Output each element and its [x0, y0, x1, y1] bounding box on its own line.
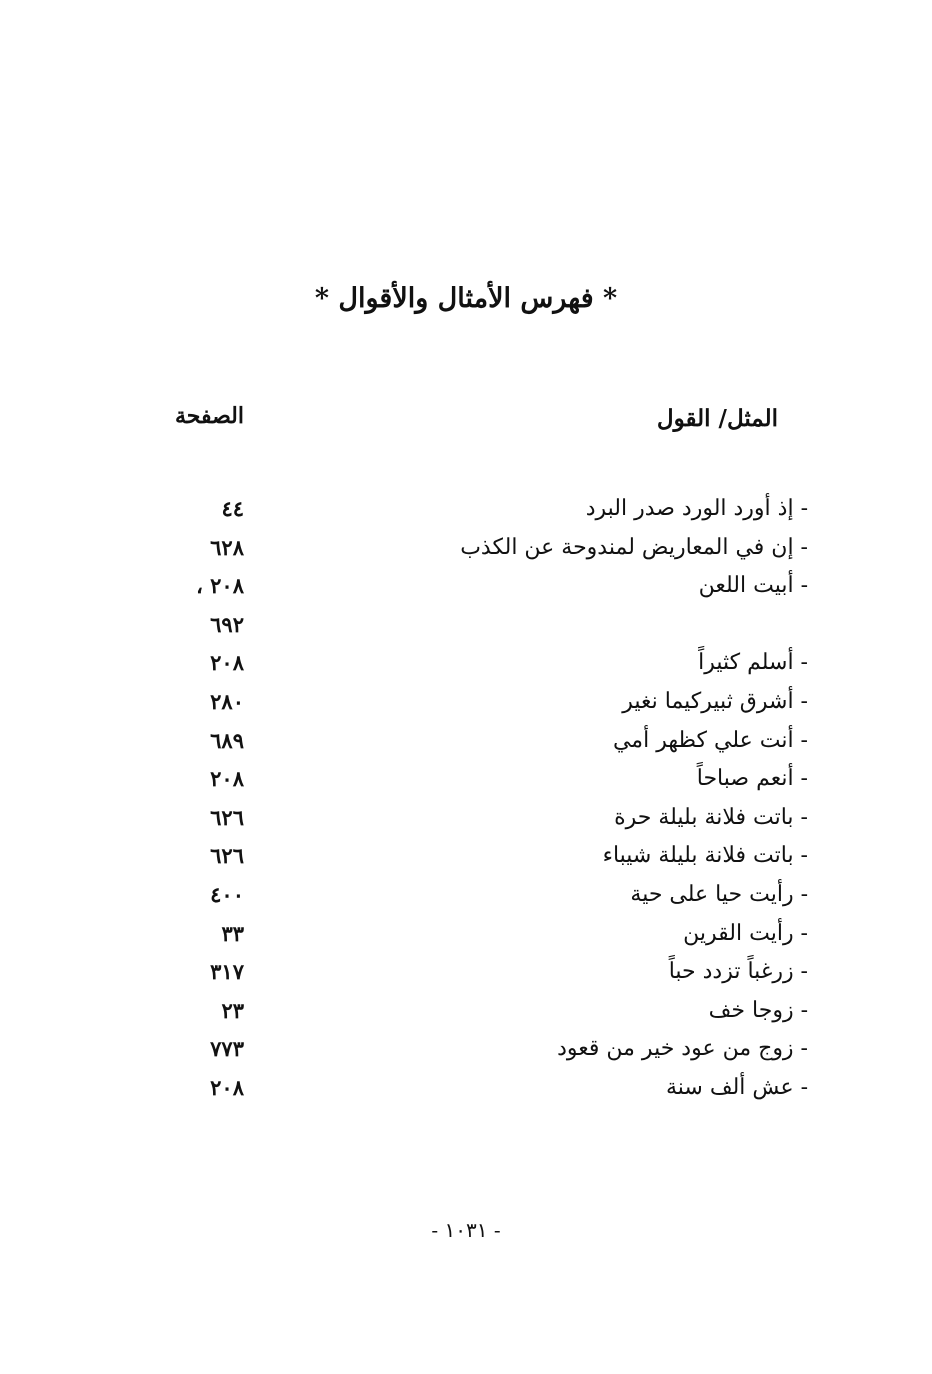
page-number-footer: - ١٠٣١ -	[431, 1218, 501, 1242]
entry-text: - إذ أورد الورد صدر البرد	[585, 496, 808, 521]
entry-text: - أبيت اللعن	[698, 573, 808, 599]
entry-text: - زوج من عود خير من قعود	[557, 1036, 808, 1062]
index-entry	[0, 876, 932, 915]
index-entry	[0, 722, 932, 761]
page-column-header: الصفحة	[174, 403, 244, 429]
entry-page-number: ٢٨٠	[210, 688, 244, 714]
entry-text: - باتت فلانة بليلة شيباء	[602, 843, 808, 869]
entry-text: - زرغباً تزدد حباً	[668, 959, 808, 985]
index-entry	[0, 567, 932, 606]
index-entry	[0, 490, 932, 529]
entry-text: - زوجا خف	[708, 997, 808, 1023]
entry-text: - أنت علي كظهر أمي	[612, 727, 808, 753]
index-entry	[0, 992, 932, 1031]
index-entry	[0, 1069, 932, 1108]
entry-page-number: ٧٧٣	[210, 1036, 244, 1062]
entry-page-number: ٦٢٦	[210, 843, 244, 869]
index-entry	[0, 529, 932, 568]
entry-page-number: ٢٠٨ ،	[196, 573, 244, 599]
entry-page-number: ٣٣	[221, 920, 244, 946]
entry-text: - رأيت القرين	[683, 920, 808, 946]
index-entry	[0, 915, 932, 954]
entry-page-number: ٦٢٦	[210, 804, 244, 830]
index-entry	[0, 799, 932, 838]
page-title: * فهرس الأمثال والأقوال *	[314, 283, 618, 314]
index-entry	[0, 606, 932, 645]
entry-text: - أشرق ثبيركيما نغير	[622, 688, 808, 714]
index-entry	[0, 760, 932, 799]
entry-text: - باتت فلانة بليلة حرة	[614, 804, 808, 830]
index-entry	[0, 683, 932, 722]
entry-page-number: ٢٠٨	[210, 650, 244, 676]
entry-page-number: ٢٣	[221, 997, 244, 1023]
entry-page-number: ٤٠٠	[210, 881, 244, 907]
entry-page-number: ٢٠٨	[210, 1074, 244, 1100]
proverb-column-header: المثل/ القول	[656, 405, 778, 432]
entry-page-number: ٢٠٨	[210, 766, 244, 792]
entry-text: - أنعم صباحاً	[696, 766, 808, 792]
index-entry	[0, 953, 932, 992]
index-entry	[0, 644, 932, 683]
index-entry	[0, 1030, 932, 1069]
entry-text: - عش ألف سنة	[665, 1074, 808, 1100]
entry-text: - رأيت حيا على حية	[630, 881, 808, 907]
entry-page-number: ٦٨٩	[210, 727, 244, 753]
entry-page-number: ٤٤	[221, 496, 244, 521]
entry-page-number: ٦٩٢	[210, 611, 244, 637]
entry-text: - إن في المعاريض لمندوحة عن الكذب	[460, 534, 808, 560]
index-entry	[0, 837, 932, 876]
index-list	[0, 490, 932, 1108]
entry-page-number: ٣١٧	[210, 959, 244, 985]
entry-text: - أسلم كثيراً	[698, 650, 808, 676]
entry-page-number: ٦٢٨	[210, 534, 244, 560]
